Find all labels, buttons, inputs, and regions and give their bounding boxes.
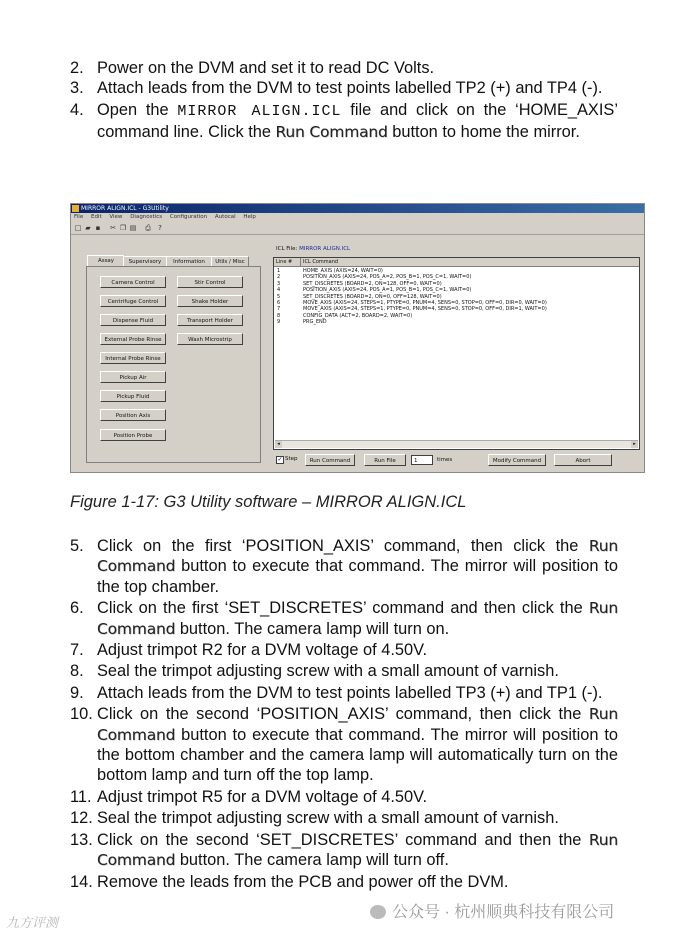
paste-icon[interactable]: ▤ — [129, 224, 137, 232]
run-command-ref: Run Command — [97, 830, 618, 870]
step-11 — [70, 787, 618, 807]
shake-holder-button[interactable]: Shake Holder — [177, 295, 243, 307]
window-titlebar — [71, 204, 644, 213]
step-text-post: button to execute that command. The mirror will position to the bottom chamber and the camera lamp will automatically turn on the bottom lamp and turn off the top lamp. — [97, 725, 618, 785]
centrifuge-control-button[interactable]: Centrifuge Control — [100, 295, 166, 307]
caption-suffix: MIRROR ALIGN.ICL — [311, 493, 467, 511]
menu-file[interactable]: File — [74, 214, 84, 220]
row-line-number: 9 — [277, 319, 281, 326]
pickup-fluid-button[interactable]: Pickup Fluid — [100, 390, 166, 402]
step-text-pre: Seal the trimpot adjusting screw with a small amount of varnish. — [97, 662, 559, 681]
save-icon[interactable]: ▪ — [95, 224, 101, 232]
run-command-button[interactable]: Run Command — [305, 454, 355, 466]
row-line-number: 8 — [277, 312, 281, 319]
watermark-right — [370, 899, 614, 922]
row-command: POSITION_AXIS (AXIS=24, POS_A=1, POS_B=1, POS_C=1, WAIT=0) — [303, 287, 472, 294]
icl-file-label — [276, 246, 350, 252]
step-text-pre: Seal the trimpot adjusting screw with a small amount of varnish. — [97, 809, 559, 828]
step-9 — [70, 683, 618, 703]
watermark-right-text: 公众号 · 杭州顺典科技有限公司 — [392, 904, 615, 921]
step-text-pre: Click on the first ‘POSITION_AXIS’ command, then click the — [97, 537, 589, 555]
app-icon — [72, 205, 79, 212]
camera-control-button[interactable]: Camera Control — [100, 276, 166, 288]
list-header — [274, 258, 639, 267]
step-4 — [70, 100, 618, 143]
step-text-post: button to execute that command. The mirror will position to the top chamber. — [97, 557, 618, 596]
step-text-pre: Click on the first ‘SET_DISCRETES’ command and then click the — [97, 599, 589, 618]
step-label: Step — [285, 456, 298, 462]
step-number: 10. — [70, 705, 93, 724]
step-13 — [70, 830, 618, 871]
row-line-number: 6 — [277, 300, 281, 306]
step-text-pre: Adjust trimpot R2 for a DVM voltage of 4.50V. — [97, 641, 428, 660]
menu-autocal[interactable]: Autocal — [214, 214, 236, 220]
row-line-number: 4 — [277, 287, 281, 294]
stir-control-button[interactable]: Stir Control — [177, 276, 243, 288]
tab-supervisory[interactable]: Supervisory — [123, 256, 167, 267]
step-text-pre: Open the — [97, 100, 178, 119]
step-6 — [70, 598, 618, 639]
tab-utils-misc[interactable]: Utils / Misc — [211, 256, 249, 267]
step-text-pre: Click on the second ‘POSITION_AXIS’ command, then click the — [97, 705, 589, 724]
row-command: SET_DISCRETES (BOARD=2, ON=0, OFF=128, WAIT=0) — [303, 293, 442, 300]
open-folder-icon[interactable]: ▰ — [85, 224, 91, 232]
step-7 — [70, 640, 618, 660]
watermark-left-text: 九方评测 — [6, 915, 59, 930]
step-text-pre: Click on the second ‘SET_DISCRETES’ command and then the — [97, 830, 589, 849]
step-5 — [70, 536, 618, 597]
row-line-number: 7 — [277, 306, 281, 313]
step-text-pre: Attach leads from the DVM to test points labelled TP3 (+) and TP1 (-). — [97, 683, 603, 702]
scroll-left-icon[interactable]: ◂ — [275, 441, 282, 448]
menu-configuration[interactable]: Configuration — [169, 214, 208, 220]
transport-holder-button[interactable]: Transport Holder — [177, 314, 243, 326]
row-command: MOVE_AXIS (AXIS=24, STEPS=1, PTYPE=0, PNUM=4, SENS=0, STOP=0, OFF=0, DIR=0, WAIT=0) — [303, 300, 547, 306]
col-command-header[interactable]: ICL Command — [300, 258, 338, 266]
figure-caption — [70, 493, 466, 512]
abort-button[interactable]: Abort — [554, 454, 612, 466]
step-text: Attach leads from the DVM to test points labelled TP2 (+) and TP4 (-). — [97, 79, 603, 98]
step-number: 12. — [70, 809, 93, 828]
row-command: SET_DISCRETES (BOARD=2, ON=128, OFF=0, WAIT=0) — [303, 280, 442, 287]
wash-microstrip-button[interactable]: Wash Microstrip — [177, 333, 243, 345]
instructions-top — [70, 58, 618, 144]
row-command: HOME_AXIS (AXIS=24, WAIT=0) — [303, 268, 383, 274]
step-14 — [70, 872, 618, 892]
row-line-number: 1 — [277, 268, 281, 274]
step-number: 11. — [70, 787, 92, 806]
step-number: 14. — [70, 872, 93, 891]
menu-help[interactable]: Help — [243, 214, 256, 220]
step-number: 9. — [70, 683, 84, 702]
modify-command-button[interactable]: Modify Command — [488, 454, 546, 466]
pickup-air-button[interactable]: Pickup Air — [100, 371, 166, 383]
step-text-pre: Remove the leads from the PCB and power off the DVM. — [97, 872, 509, 891]
instructions-bottom — [70, 536, 618, 893]
external-probe-rinse-button[interactable]: External Probe Rinse — [100, 333, 166, 345]
step-number: 5. — [70, 537, 84, 555]
internal-probe-rinse-button[interactable]: Internal Probe Rinse — [100, 352, 166, 364]
step-number: 8. — [70, 662, 84, 681]
tab-assay[interactable]: Assay — [87, 255, 125, 268]
step-2 — [70, 58, 618, 78]
step-text-post: button to home the mirror. — [387, 123, 580, 142]
row-command: MOVE_AXIS (AXIS=24, STEPS=1, PTYPE=0, PNUM=4, SENS=0, STOP=0, OFF=0, DIR=1, WAIT=0) — [303, 306, 547, 313]
times-label: times — [437, 457, 453, 463]
row-command: POSITION_AXIS (AXIS=24, POS_A=2, POS_B=1, POS_C=1, WAIT=0) — [303, 274, 472, 281]
step-number: 7. — [70, 641, 84, 660]
print-icon[interactable]: ⎙ — [145, 224, 151, 232]
step-text: Power on the DVM and set it to read DC Volts. — [97, 59, 435, 77]
toolbar — [71, 222, 644, 235]
cut-icon[interactable]: ✂ — [110, 224, 116, 232]
row-line-number: 3 — [277, 280, 281, 287]
step-12 — [70, 808, 618, 828]
wechat-icon — [370, 905, 386, 919]
g3-utility-window — [70, 203, 645, 473]
row-command: PRG_END — [303, 319, 327, 326]
menu-diagnostics[interactable]: Diagnostics — [130, 214, 163, 220]
copy-icon[interactable]: ❐ — [119, 224, 127, 232]
step-3 — [70, 78, 618, 98]
table-row[interactable] — [274, 319, 639, 325]
help-icon[interactable]: ? — [158, 224, 162, 232]
step-text-pre: Adjust trimpot R5 for a DVM voltage of 4.50V. — [97, 787, 428, 806]
window-title: MIRROR ALIGN.ICL - G3Utility — [81, 205, 169, 212]
run-command-ref: Run Command — [97, 705, 618, 744]
row-line-number: 5 — [277, 293, 281, 300]
horizontal-scrollbar[interactable] — [275, 440, 638, 448]
icl-file-caption: ICL File: — [276, 246, 298, 252]
step-number: 3. — [70, 79, 84, 98]
menu-bar — [71, 213, 644, 222]
menu-edit[interactable]: Edit — [90, 214, 102, 220]
tab-information[interactable]: Information — [166, 256, 212, 267]
icl-command-list[interactable] — [273, 257, 640, 450]
file-name: MIRROR ALIGN.ICL — [177, 102, 342, 120]
dispense-fluid-button[interactable]: Dispense Fluid — [100, 314, 166, 326]
watermark-left — [6, 912, 58, 931]
step-text-mid: file and click on the ‘HOME_AXIS’ command line. Click the — [97, 100, 618, 142]
new-file-icon[interactable]: □ — [74, 224, 82, 232]
step-text-post: button. The camera lamp will turn on. — [175, 619, 450, 638]
times-input[interactable]: 1 — [411, 455, 433, 465]
caption-prefix: Figure 1-17: G3 Utility software — [70, 493, 302, 511]
row-command: CONFIG_DATA (ACT=2, BOARD=2, WAIT=0) — [303, 312, 413, 319]
position-axis-button[interactable]: Position Axis — [100, 409, 166, 421]
step-8 — [70, 661, 618, 681]
step-checkbox[interactable]: ✓ — [277, 456, 283, 463]
scroll-right-icon[interactable]: ▸ — [631, 441, 638, 448]
caption-dash: – — [302, 493, 312, 511]
icl-file-name: MIRROR ALIGN.ICL — [299, 246, 351, 252]
step-10 — [70, 704, 618, 786]
step-number: 13. — [70, 830, 93, 849]
menu-view[interactable]: View — [109, 214, 123, 220]
step-text-post: button. The camera lamp will turn off. — [175, 851, 449, 870]
step-number: 2. — [70, 59, 84, 77]
run-file-button[interactable]: Run File — [364, 454, 406, 466]
col-line-header[interactable]: Line # — [276, 259, 293, 265]
position-probe-button[interactable]: Position Probe — [100, 429, 166, 441]
step-number: 6. — [70, 599, 84, 618]
row-line-number: 2 — [277, 274, 281, 281]
run-command-ref: Run Command — [97, 537, 618, 576]
step-number: 4. — [70, 100, 84, 119]
run-command-ref: Run Command — [275, 123, 388, 142]
run-command-ref: Run Command — [97, 599, 618, 638]
